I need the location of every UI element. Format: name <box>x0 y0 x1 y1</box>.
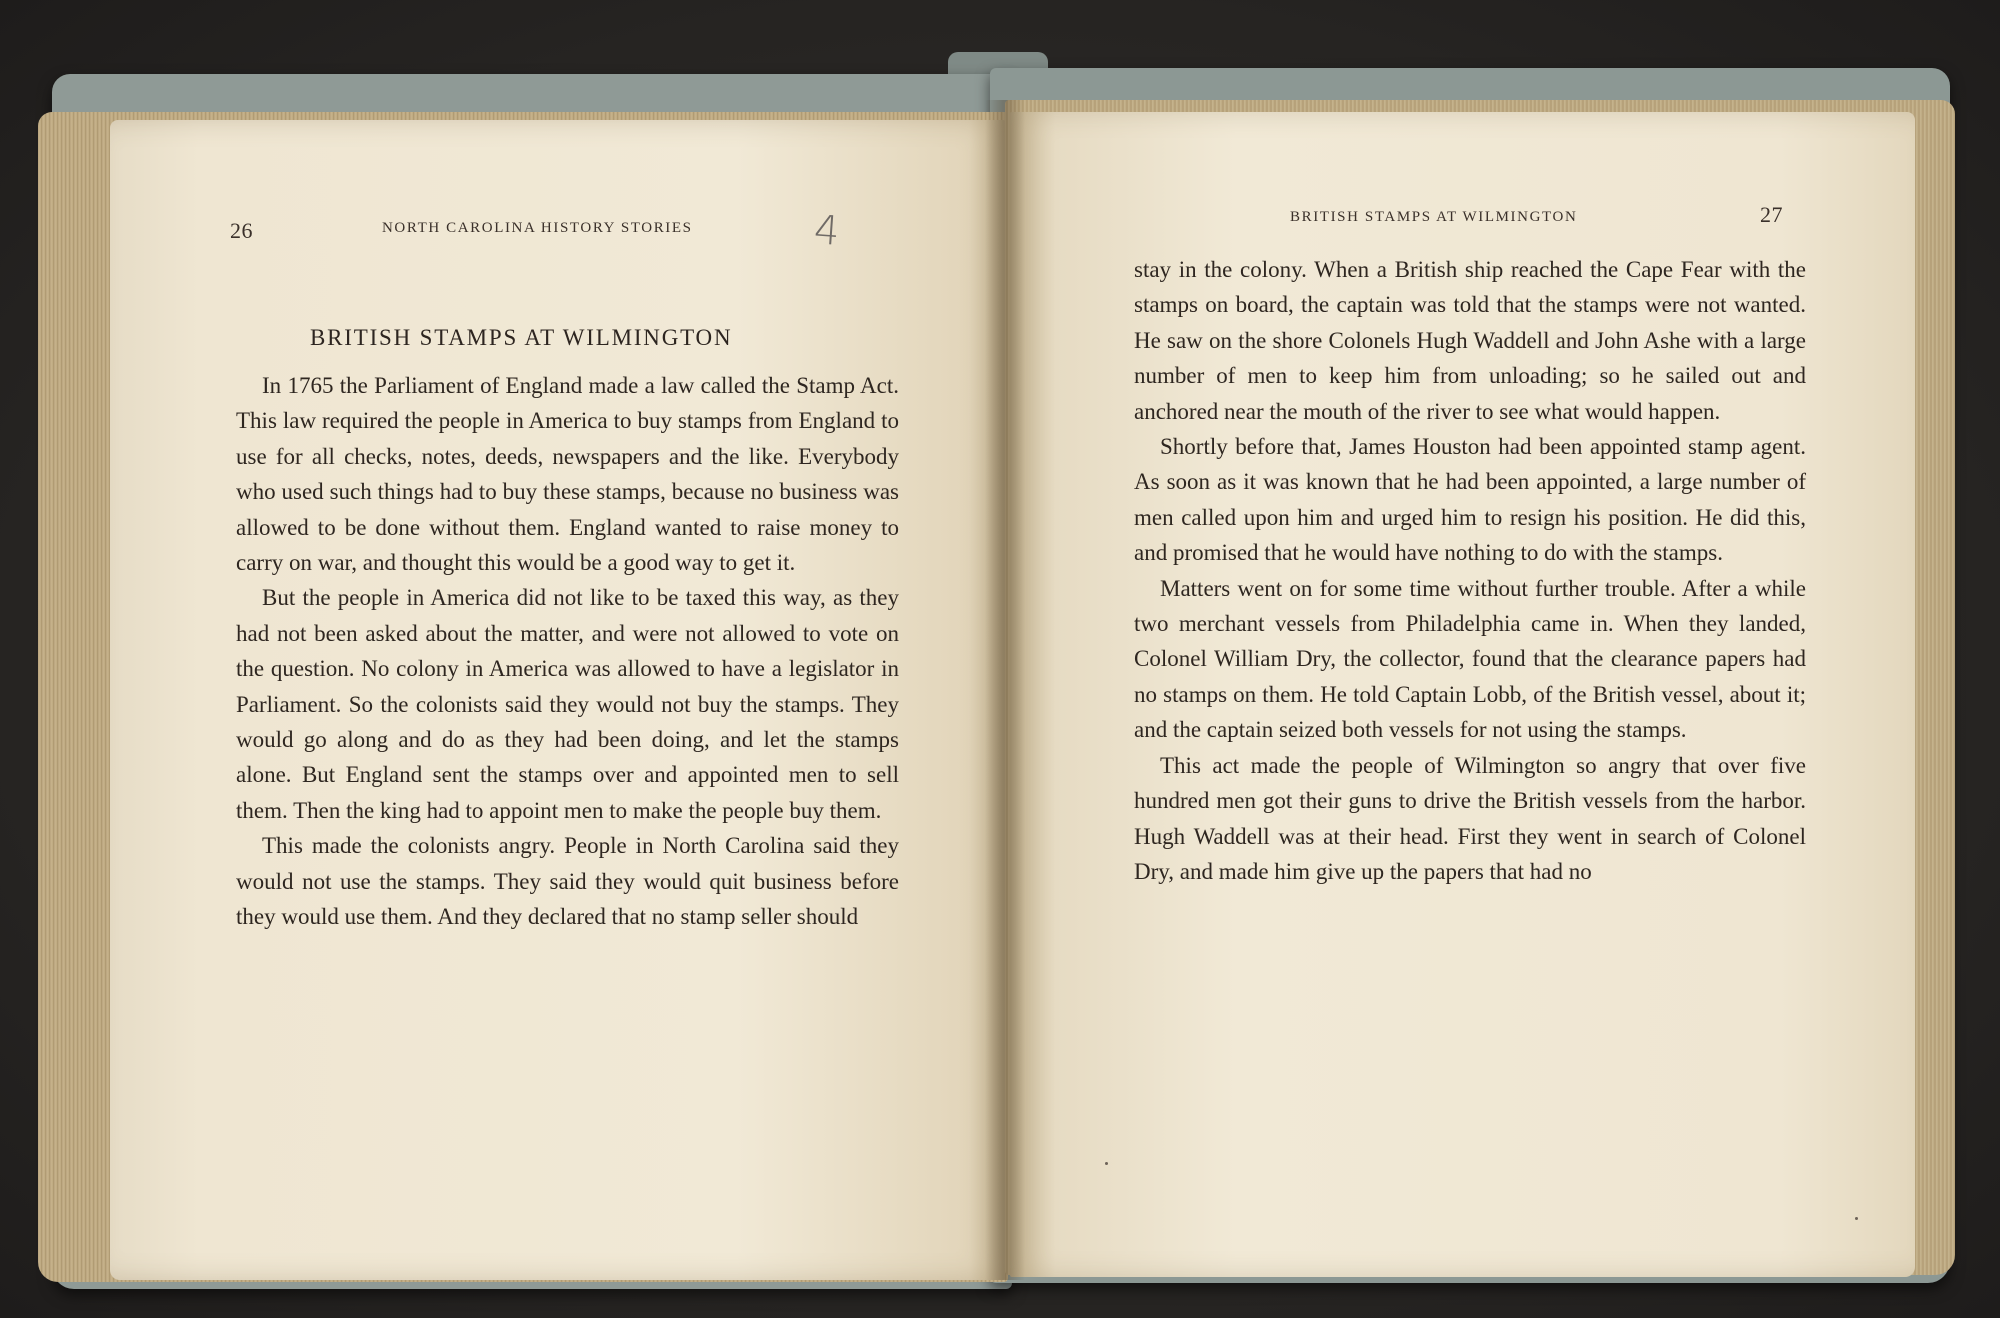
paragraph: Matters went on for some time without further trouble. After a while two merchant vessels from Philadelphia came in. When they landed, Colonel William Dry, the collector, found that the clearance papers had no stamps on them. He told Captain Lobb, of the British vessel, about it; and the captain seized both vessels for not using the stamps. <box>1134 575 1806 743</box>
chapter-title: BRITISH STAMPS AT WILMINGTON <box>310 325 733 350</box>
paper-speck <box>1105 1162 1108 1165</box>
gutter-shadow <box>985 100 1025 1280</box>
paper-speck <box>1855 1217 1858 1220</box>
pencil-annotation: 4 <box>812 207 842 255</box>
left-page-body <box>236 368 899 935</box>
left-page <box>110 120 1005 1280</box>
page-number-left: 26 <box>230 218 253 243</box>
page-number-right: 27 <box>1760 202 1783 227</box>
paragraph: stay in the colony. When a British ship reached the Cape Fear with the stamps on board, the captain was told that the stamps were not wanted. He saw on the shore Colonels Hugh Waddell and John Ashe with a large number of men to keep him from unloading; so he sailed out and anchored near the mouth of the river to see what would happen. <box>1134 257 1806 424</box>
right-page-body <box>1134 252 1806 889</box>
right-page <box>1010 112 1915 1277</box>
paragraph: This act made the people of Wilmington so angry that over five hundred men got their guns to drive the British vessels from the harbor. Hugh Waddell was at their head. First they went in search of Colonel Dry, and made him give up the papers that had no <box>1134 752 1806 884</box>
paragraph: In 1765 the Parliament of England made a law called the Stamp Act. This law required the people in America to buy stamps from England to use for all checks, notes, deeds, newspapers and the like. Everybody who used such things had to buy these stamps, because no business was allowed to be done without them. England wanted to raise money to carry on war, and thought this would be a good way to get it. <box>236 373 899 576</box>
running-head-left: NORTH CAROLINA HISTORY STORIES <box>382 220 693 236</box>
paragraph: But the people in America did not like to be taxed this way, as they had not been asked about the matter, and were not allowed to vote on the question. No colony in America was allowed to have a legislator in Parliament. So the colonists said they would not buy the stamps. They would go along and do as they had been doing, and let the stamps alone. But England sent the stamps over and appointed men to sell them. Then the king had to appoint men to make the people buy them. <box>236 585 899 823</box>
paragraph: Shortly before that, James Houston had been appointed stamp agent. As soon as it was known that he had been appointed, a large number of men called upon him and urged him to resign his position. He did this, and promised that he would have nothing to do with the stamps. <box>1134 434 1806 566</box>
paragraph: This made the colonists angry. People in North Carolina said they would not use the stamps. They said they would quit business before they would use them. And they declared that no stamp seller should <box>236 833 899 930</box>
running-head-right: BRITISH STAMPS AT WILMINGTON <box>1290 209 1578 225</box>
